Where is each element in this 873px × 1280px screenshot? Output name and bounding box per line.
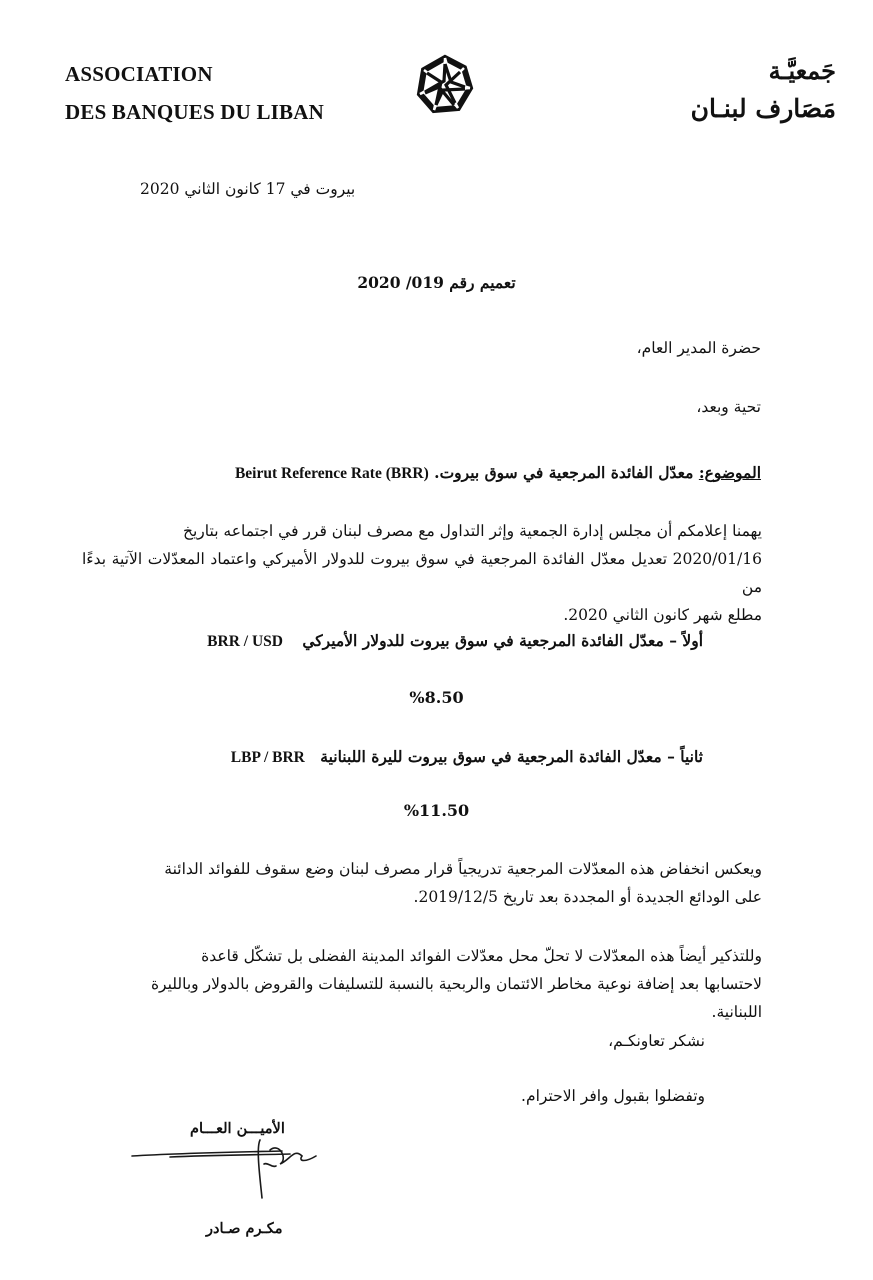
letter-date: بيروت في 17 كانون الثاني 2020 bbox=[140, 180, 356, 198]
paragraph-line: 2020/01/16 تعديل معدّل الفائدة المرجعية في سوق بيروت للدولار الأميركي واعتماد المعدّلات الآتية بدءًا من bbox=[82, 550, 762, 596]
paragraph-line: على الودائع الجديدة أو المجددة بعد تاريخ 2019/12/5. bbox=[413, 888, 762, 906]
signatory-title: الأميـــن العـــام bbox=[190, 1120, 285, 1137]
section2-rate: %11.50 bbox=[403, 801, 470, 820]
paragraph-line: لاحتسابها بعد إضافة نوعية مخاطر الائتمان والربحية بالنسبة للتسليفات والقروض بالدولار وبالليرة bbox=[150, 975, 762, 993]
paragraph-line: اللبنانية. bbox=[711, 1003, 762, 1021]
section2-heading bbox=[231, 746, 703, 769]
association-name-arabic-line1: جَمعيَّـة bbox=[768, 56, 836, 85]
section1-heading bbox=[207, 630, 703, 653]
circular-title: تعميم رقم 019/ 2020 bbox=[357, 273, 516, 292]
signatory-name: مكـرم صـادر bbox=[206, 1220, 283, 1237]
section1-heading-code: BRR / USD bbox=[207, 633, 283, 650]
subject-line bbox=[235, 462, 761, 485]
section2-heading-code: LBP / BRR bbox=[230, 749, 305, 766]
body-paragraph-1 bbox=[82, 517, 762, 629]
section1-rate: %8.50 bbox=[409, 688, 464, 707]
subject-english: Beirut Reference Rate (BRR) bbox=[234, 465, 429, 482]
section2-heading-arabic: ثانياً – معدّل الفائدة المرجعية في سوق بيروت لليرة اللبنانية bbox=[320, 747, 703, 766]
paragraph-line: ويعكس انخفاض هذه المعدّلات المرجعية تدريجياً قرار مصرف لبنان وضع سقوف للفوائد الدائنة bbox=[164, 860, 762, 878]
handwritten-signature-icon bbox=[130, 1138, 330, 1208]
association-name-line1: ASSOCIATION bbox=[65, 62, 213, 86]
body-paragraph-2 bbox=[82, 855, 762, 911]
association-name-line2: DES BANQUES DU LIBAN bbox=[65, 100, 324, 124]
subject-arabic: معدّل الفائدة المرجعية في سوق بيروت. bbox=[434, 463, 694, 482]
section1-heading-arabic: أولاً – معدّل الفائدة المرجعية في سوق بيروت للدولار الأميركي bbox=[302, 631, 703, 650]
addressee: حضرة المدير العام، bbox=[636, 339, 761, 357]
paragraph-line: مطلع شهر كانون الثاني 2020. bbox=[563, 606, 762, 624]
body-paragraph-3 bbox=[82, 942, 762, 1026]
closing-line: وتفضلوا بقبول وافر الاحترام. bbox=[521, 1087, 705, 1105]
thanks-line: نشكر تعاونكـم، bbox=[608, 1032, 705, 1050]
paragraph-line: يهمنا إعلامكم أن مجلس إدارة الجمعية وإثر التداول مع مصرف لبنان قرر في اجتماعه بتاريخ bbox=[182, 522, 762, 540]
greeting: تحية وبعد، bbox=[696, 398, 761, 416]
subject-label: الموضوع: bbox=[698, 463, 761, 482]
association-name-arabic-line2: مَصَارف لبنـان bbox=[690, 94, 836, 123]
abl-knot-logo-icon bbox=[412, 52, 478, 118]
paragraph-line: وللتذكير أيضاً هذه المعدّلات لا تحلّ محل معدّلات الفوائد المدينة الفضلى بل تشكّل قاعدة bbox=[201, 947, 762, 965]
